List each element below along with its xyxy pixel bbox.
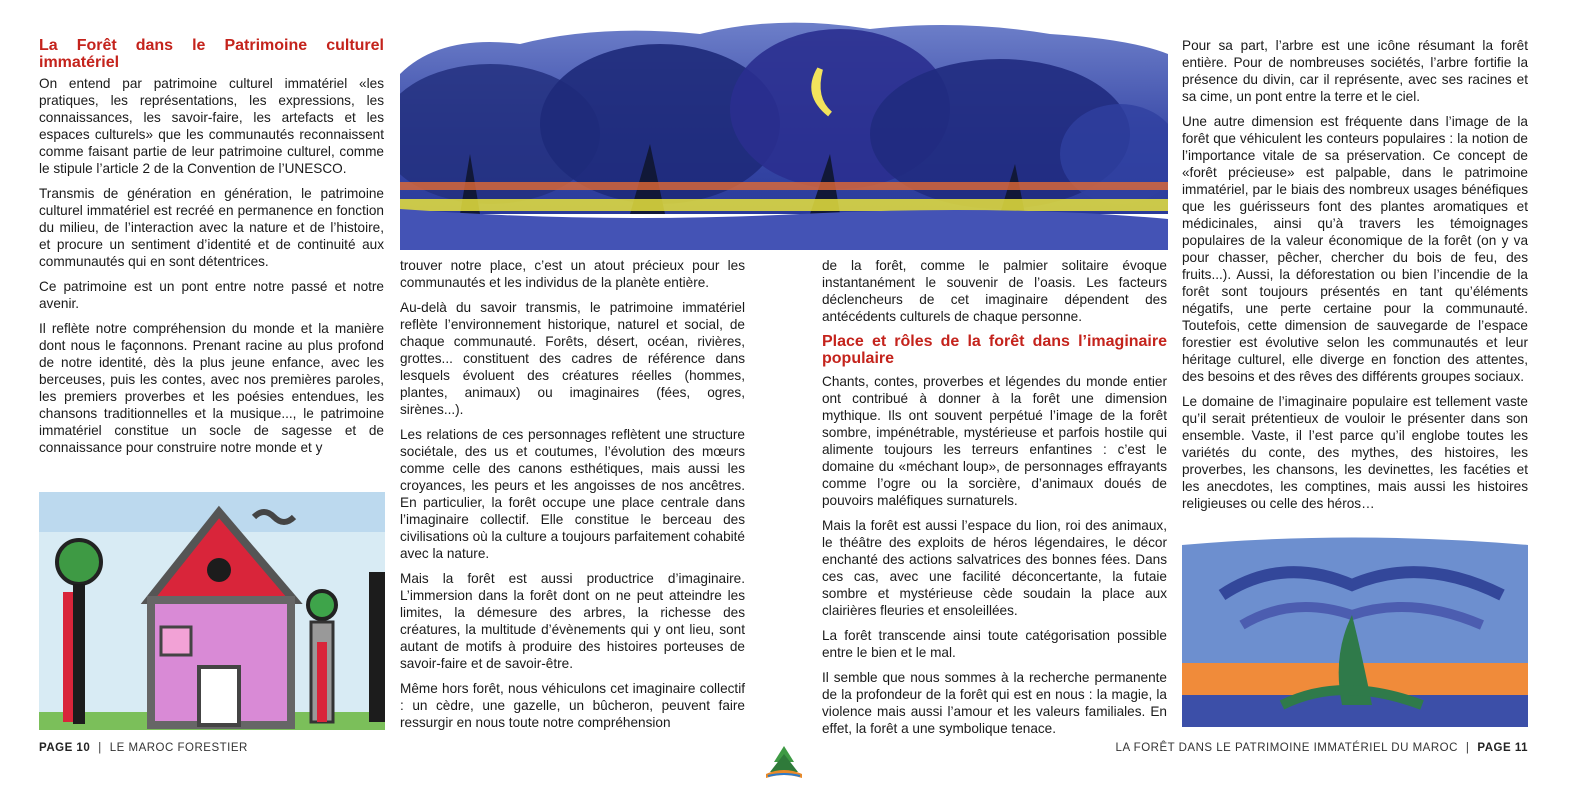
footer-separator: | xyxy=(1465,742,1470,754)
paragraph: Chants, contes, proverbes et légendes du monde entier ont contribué à donner à la forêt une dimension mythique. Ils ont souvent perpétué l’image de la forêt sombre, impénétrable, mystérieuse et parfois hostile qui alimente toujours les terreurs enfantines : c’est le domaine du «méchant loup», de personnages effrayants comme l’ogre ou la sorcière, d’animaux doués de pouvoirs maléfiques surnaturels. xyxy=(822,374,1167,508)
paragraph: Mais la forêt est aussi productrice d’imaginaire. L’immersion dans la forêt dont on ne peut atteindre les limites, la démesure des arbres, la richesse des créatures, la multitude d’évènements qui y ont lieu, sont autant de motifs à produire des histoires porteuses de savoir-faire et de savoir-être. xyxy=(400,571,745,671)
paragraph: de la forêt, comme le palmier solitaire évoque instantanément le souvenir de l’oasis. Les facteurs déclencheurs de cet imaginaire dépendent des antécédents culturels de chaque personne. xyxy=(822,258,1167,324)
text-column-2 xyxy=(400,257,745,739)
tree-illustration xyxy=(1182,535,1528,727)
paragraph: Ce patrimoine est un pont entre notre passé et notre avenir. xyxy=(39,279,384,311)
page-number: PAGE 11 xyxy=(1477,742,1528,754)
night-forest-illustration xyxy=(400,14,1168,250)
paragraph: Transmis de génération en génération, le patrimoine culturel immatériel est recréé en permanence en fonction du milieu, de l’interaction avec la nature et de l’histoire, et procure un sentiment d’identité et de continuité aux communautés qui en sont détentrices. xyxy=(39,186,384,269)
paragraph: La forêt transcende ainsi toute catégorisation possible entre le bien et le mal. xyxy=(822,628,1167,660)
text-column-1 xyxy=(39,37,384,464)
text-column-3 xyxy=(822,257,1167,745)
house-drawing-illustration xyxy=(39,492,385,730)
paragraph: Pour sa part, l’arbre est une icône résumant la forêt entière. Pour de nombreuses sociétés, l’arbre fortifie la présence du divin, car il représente, avec ses racines et sa cime, un pont entre la terre et le ciel. xyxy=(1182,38,1528,104)
paragraph: Il reflète notre compréhension du monde et la manière dont nous le façonnons. Prenant racine au plus profond de notre identité, dès la plus jeune enfance, avec les berceuses, puis les contes, avec nos premières paroles, les premiers proverbes et les poésies entendues, les chansons traditionnelles et la musique..., le patrimoine immatériel constitue un socle de sagesse et de connaissance pour construire notre monde et y xyxy=(39,321,384,455)
paragraph: Mais la forêt est aussi l’espace du lion, roi des animaux, le théâtre des exploits de héros légendaires, le décor enchanté des actions salvatrices des bonnes fées. Dans ces cas, avec une facilité déconcertante, la futaie sombre et mystérieuse cède soudain la place aux clairières fleuries et ensoleillées. xyxy=(822,518,1167,618)
footer-title: LE MAROC FORESTIER xyxy=(109,742,248,754)
page-number: PAGE 10 xyxy=(39,742,91,754)
text-column-4 xyxy=(1182,37,1528,520)
paragraph: Le domaine de l’imaginaire populaire est tellement vaste qu’il serait prétentieux de vouloir le présenter dans son ensemble. Vaste, il l’est parce qu’il englobe toutes les variétés du conte, des mythes, des histoires, les proverbes, les chansons, les devinettes, les facéties et les anecdotes, les comptines, mais aussi les histoires religieuses ou celle des héros… xyxy=(1182,394,1528,511)
footer-right xyxy=(1116,742,1528,754)
footer-title: LA FORÊT DANS LE PATRIMOINE IMMATÉRIEL DU MAROC xyxy=(1115,742,1458,754)
paragraph: Il semble que nous sommes à la recherche permanente de la profondeur de la forêt qui est en nous : la magie, la violence mais aussi l’amour et les valeurs familiales. En effet, la forêt a une symbolique tenace. xyxy=(822,670,1167,736)
paragraph: Même hors forêt, nous véhiculons cet imaginaire collectif : un cèdre, une gazelle, un bûcheron, peuvent faire ressurgir en nous toute notre compréhension xyxy=(400,681,745,730)
section-heading: Place et rôles de la forêt dans l’imaginaire populaire xyxy=(822,333,1167,367)
paragraph: Les relations de ces personnages reflètent une structure sociétale, des us et coutumes, l’évolution des mœurs comme celle des canons esthétiques, mais aussi les croyances, les peurs et les angoisses de nos ancêtres. En particulier, la forêt occupe une place centrale dans l’imaginaire collectif. Elle constitue le berceau des civilisations où la culture a toujours parfaitement cohabité avec la nature. xyxy=(400,427,745,561)
section-heading: La Forêt dans le Patrimoine culturel immatériel xyxy=(39,37,384,71)
footer-left xyxy=(39,742,248,754)
logo-icon xyxy=(760,744,808,780)
footer-separator: | xyxy=(98,742,102,754)
paragraph: Une autre dimension est fréquente dans l’image de la forêt que véhiculent les conteurs populaires : la notion de l’importance vitale de sa préservation. Ce concept de «forêt précieuse» est palpable, dans le patrimoine immatériel, par le biais des nombreux usages bénéfiques que les guérisseurs font des plantes aromatiques et médicinales, ainsi qu’à travers les témoignages populaires de la valeur économique de la forêt (on y va pour chasser, pêcher, chercher du bois de feu, des fruits...). Aussi, la déforestation ou bien l’incendie de la forêt sont toujours présentés en tant qu’éléments négatifs, une perte certaine pour la communauté. Toutefois, cette dimension de sauvegarde de l’espace forestier est évolutive selon les communautés et leur héritage culturel, elle diverge en fonction des attentes, des besoins et des rêves des différents groupes sociaux. xyxy=(1182,114,1528,384)
paragraph: On entend par patrimoine culturel immatériel «les pratiques, les représentations, les expressions, les connaissances, les savoir-faire, les artefacts et les espaces culturels» que les communautés reconnaissent comme faisant partie de leur patrimoine culturel, comme le stipule l’article 2 de la Convention de l’UNESCO. xyxy=(39,76,384,176)
paragraph: Au-delà du savoir transmis, le patrimoine immatériel reflète l’environnement historique, naturel et social, de chaque communauté. Forêts, désert, océan, rivières, grottes... constituent des cadres de référence dans lesquels évoluent des créatures réelles (hommes, plantes, animaux) ou imaginaires (fées, ogres, sirènes...). xyxy=(400,300,745,417)
paragraph: trouver notre place, c’est un atout précieux pour les communautés et les individus de la planète entière. xyxy=(400,258,745,290)
